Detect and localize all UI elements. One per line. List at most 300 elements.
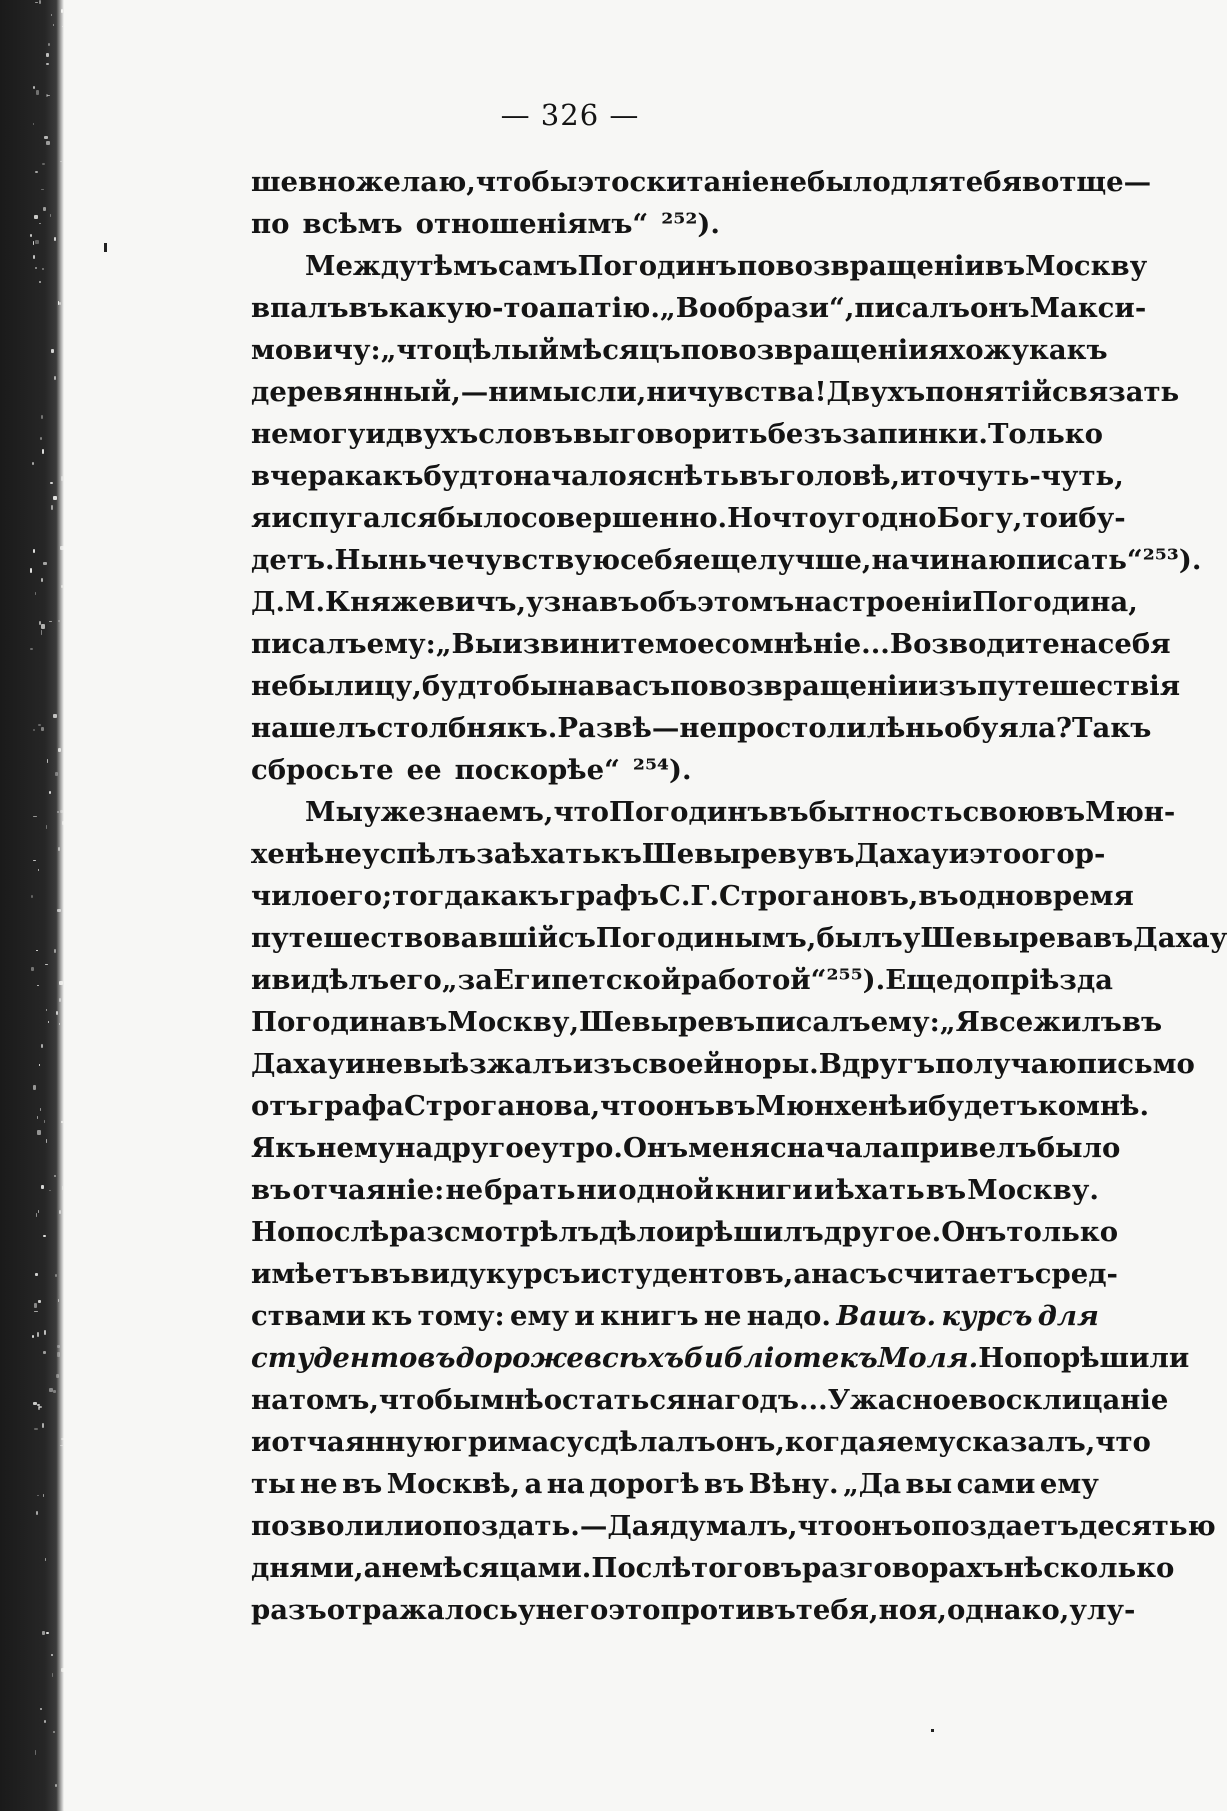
- word: онъ: [655, 1090, 716, 1122]
- edge-speck: [36, 950, 38, 951]
- word: Москвѣ,: [386, 1468, 521, 1500]
- edge-speck: [49, 791, 51, 794]
- word: тебя,: [795, 1594, 879, 1626]
- word: Мы: [305, 796, 364, 828]
- word: въ: [738, 460, 780, 492]
- word: скитаніе: [629, 166, 770, 198]
- word: въ: [370, 1258, 411, 1290]
- edge-speck: [44, 1120, 46, 1123]
- edge-speck: [36, 90, 40, 95]
- text-line: [251, 1342, 1190, 1384]
- word: вотще—: [1021, 166, 1152, 198]
- word: меня: [688, 1132, 770, 1164]
- word: „Вообрази“,: [659, 292, 855, 324]
- word: апатію.: [538, 292, 660, 324]
- edge-speck: [30, 234, 32, 237]
- text-line: [251, 1594, 1136, 1636]
- word: желаю,: [355, 166, 476, 198]
- word: связать: [1051, 376, 1180, 408]
- word: отражалось: [326, 1594, 518, 1626]
- text-line: [251, 964, 1113, 1006]
- word: ему: [896, 1426, 956, 1458]
- edge-speck: [48, 1021, 49, 1024]
- word: одной: [618, 1174, 714, 1206]
- edge-speck: [33, 549, 35, 553]
- text-line: [251, 586, 1138, 628]
- word: книгъ: [600, 1300, 699, 1332]
- word: въ: [1121, 1006, 1163, 1038]
- edge-speck: [55, 1784, 56, 1787]
- word: Но: [251, 1216, 296, 1248]
- word: вы: [905, 1468, 953, 1500]
- word: то: [1022, 502, 1058, 534]
- edge-speck: [39, 281, 40, 283]
- edge-speck: [34, 1303, 37, 1308]
- word: Погодинымъ,: [595, 922, 817, 954]
- edge-speck: [34, 215, 38, 219]
- edge-speck: [53, 496, 57, 500]
- text-line: [251, 292, 1147, 334]
- word: я: [649, 1510, 670, 1542]
- word: ему:: [366, 628, 436, 660]
- word: разговорахъ: [801, 1552, 1004, 1584]
- edge-speck: [58, 748, 60, 752]
- word: не: [324, 838, 362, 870]
- word: гримасу: [451, 1426, 584, 1458]
- word: Погодинъ: [577, 250, 738, 282]
- word: что: [553, 796, 609, 828]
- edge-speck: [33, 1085, 37, 1090]
- word: сдѣлалъ: [583, 1426, 716, 1458]
- edge-speck: [56, 1011, 58, 1015]
- text-line: [251, 1258, 1118, 1300]
- margin-speck: [104, 243, 107, 252]
- word: цѣлый: [451, 334, 559, 366]
- body-text: [251, 166, 1227, 1636]
- edge-speck: [40, 1108, 41, 1112]
- text-line: [251, 334, 1108, 376]
- edge-speck: [46, 1139, 47, 1144]
- word: какую-то: [388, 292, 539, 324]
- word: норы.: [723, 1048, 819, 1080]
- word: васъ: [595, 670, 671, 702]
- text-line: [251, 1384, 1169, 1426]
- text-line: [251, 1174, 1099, 1216]
- word: на: [1059, 628, 1098, 660]
- edge-speck: [47, 95, 49, 97]
- word: мѣсяцами.: [419, 1552, 592, 1584]
- word: сами: [956, 1468, 1036, 1500]
- word: огор-: [1021, 838, 1106, 870]
- word: Княжевичъ,: [325, 586, 527, 618]
- word: Погодинъ: [608, 796, 769, 828]
- word: чтобы: [378, 1384, 481, 1416]
- word: не: [365, 1048, 404, 1080]
- edge-speck: [43, 1235, 46, 1237]
- word: и: [907, 1090, 928, 1122]
- word: и: [574, 1300, 595, 1332]
- word: виду: [410, 1258, 486, 1290]
- word: и: [674, 1216, 695, 1248]
- edge-speck: [57, 811, 59, 813]
- edge-speck: [43, 1494, 45, 1496]
- word: по: [670, 670, 709, 702]
- text-line: [251, 922, 1227, 964]
- word: Онъ: [941, 1216, 1007, 1248]
- word: хенѣ: [251, 838, 325, 870]
- word: годъ...: [724, 1384, 828, 1416]
- word: выѣзжалъ: [403, 1048, 573, 1080]
- word: себя: [1097, 628, 1171, 660]
- word: Возводите: [889, 628, 1060, 660]
- word: начинаю: [871, 544, 1017, 576]
- word: въ: [348, 292, 389, 324]
- word: было: [807, 166, 891, 198]
- edge-speck: [46, 141, 50, 144]
- edge-speck: [40, 437, 43, 440]
- word: не: [703, 1300, 742, 1332]
- edge-speck: [53, 714, 57, 718]
- word: улу-: [1069, 1594, 1136, 1626]
- text-line: [251, 838, 1106, 880]
- word: къ: [371, 1300, 413, 1332]
- word: Мюнхенѣ: [755, 1090, 908, 1122]
- word: томъ,: [288, 1384, 379, 1416]
- edge-speck: [33, 860, 35, 861]
- word: Развѣ—не: [557, 712, 717, 744]
- edge-speck: [61, 1668, 65, 1672]
- word: самъ: [498, 250, 578, 282]
- edge-speck: [57, 909, 60, 912]
- word: то: [920, 460, 956, 492]
- word: Только: [987, 418, 1103, 450]
- word: это: [969, 838, 1022, 870]
- word: онъ: [853, 1510, 913, 1542]
- margin-speck: [931, 1729, 934, 1732]
- word: Москву.: [967, 1174, 1099, 1206]
- word: я: [251, 502, 272, 534]
- edge-speck: [61, 476, 62, 480]
- edge-speck: [61, 1121, 63, 1123]
- word: чувства!: [686, 376, 827, 408]
- word: испугался: [271, 502, 438, 534]
- edge-speck: [41, 630, 42, 635]
- word: изъ: [572, 1048, 632, 1080]
- edge-speck: [50, 214, 52, 217]
- word: всѣхъ: [583, 1342, 684, 1374]
- word: извините: [502, 628, 655, 660]
- word: Москву: [1025, 250, 1148, 282]
- word: въ: [984, 250, 1026, 282]
- footnote-ref: ²⁵³).: [1142, 544, 1202, 576]
- word: будто: [421, 670, 512, 702]
- edge-speck: [46, 53, 49, 57]
- edge-speck: [59, 1210, 61, 1214]
- word: мое: [654, 628, 715, 660]
- word: и: [251, 964, 272, 996]
- word: отъ: [251, 1090, 308, 1122]
- edge-speck: [41, 578, 42, 583]
- word: сначала: [770, 1132, 900, 1164]
- word: возвращеніи: [708, 670, 919, 702]
- edge-speck: [48, 43, 50, 45]
- word: Дахау: [854, 838, 949, 870]
- word: все: [979, 1006, 1034, 1038]
- word: писалъ: [251, 628, 367, 660]
- word: сред-: [1034, 1258, 1118, 1290]
- edge-speck: [34, 1311, 38, 1312]
- word: графа: [307, 1090, 405, 1122]
- word: мовичу:: [251, 334, 381, 366]
- word: Дахау: [251, 1048, 346, 1080]
- word: что: [1095, 1426, 1151, 1458]
- word: отчаяніе:: [292, 1174, 445, 1206]
- word: книги: [715, 1174, 813, 1206]
- word: яснѣть: [626, 460, 739, 492]
- footnote-ref: ²⁵²).: [661, 208, 720, 240]
- word: всѣмъ: [302, 208, 403, 240]
- word: Шевырева: [920, 922, 1094, 954]
- word: разсмотрѣлъ: [389, 1216, 599, 1248]
- word: вчера: [251, 460, 345, 492]
- edge-speck: [51, 505, 53, 510]
- word: могу: [288, 418, 366, 450]
- word: чило: [251, 880, 330, 912]
- word: былъ: [816, 922, 903, 954]
- text-line: [251, 1510, 1216, 1552]
- edge-speck: [35, 592, 36, 594]
- word: столбнякъ.: [376, 712, 558, 744]
- word: брать: [484, 1174, 576, 1206]
- word: ко: [1037, 1090, 1077, 1122]
- word: въ: [918, 880, 959, 912]
- word: путешествовавшій: [251, 922, 558, 954]
- word: видѣлъ: [271, 964, 390, 996]
- word: и: [1057, 502, 1079, 534]
- word: знаемъ,: [425, 796, 554, 828]
- edge-speck: [58, 1299, 59, 1301]
- edge-speck: [46, 1632, 49, 1635]
- word: въ: [768, 796, 809, 828]
- word: было: [1036, 1132, 1121, 1164]
- word: Шевыреву: [641, 838, 815, 870]
- word: а: [793, 1258, 812, 1290]
- word: опоздать.—Да: [424, 1510, 650, 1542]
- edge-speck: [51, 1654, 52, 1656]
- edge-speck: [37, 1130, 41, 1135]
- edge-speck: [33, 729, 35, 732]
- word: бы: [511, 670, 558, 702]
- word: Моля.: [877, 1342, 979, 1374]
- word: имѣетъ: [251, 1258, 371, 1290]
- word: я,: [917, 1594, 947, 1626]
- page-number: — 326 —: [500, 98, 640, 132]
- word: разъ: [251, 1594, 327, 1626]
- text-line: [251, 712, 1152, 754]
- edge-speck: [46, 825, 47, 828]
- word: писать“: [1016, 544, 1143, 576]
- word: успѣлъ: [361, 838, 477, 870]
- edge-speck: [42, 1423, 44, 1427]
- word: курсъ: [485, 1258, 581, 1290]
- edge-speck: [53, 1390, 56, 1394]
- word: Вѣну.: [748, 1468, 839, 1500]
- word: заѣхать: [476, 838, 601, 870]
- word: привелъ: [899, 1132, 1037, 1164]
- word: выговорить: [572, 418, 768, 450]
- word: другое.: [823, 1216, 942, 1248]
- edge-speck: [37, 1116, 38, 1118]
- edge-speck: [39, 0, 41, 4]
- text-line: [251, 460, 1124, 502]
- word: и: [948, 838, 970, 870]
- word: Москву,: [447, 1006, 580, 1038]
- edge-speck: [38, 1406, 40, 1409]
- word: нашелъ: [251, 712, 377, 744]
- word: на: [557, 670, 596, 702]
- word: графъ: [559, 880, 659, 912]
- edge-speck: [37, 1495, 39, 1496]
- word: у: [517, 1594, 536, 1626]
- word: пріѣзда: [990, 964, 1113, 996]
- word: бу-: [1078, 502, 1126, 534]
- edge-speck: [42, 1631, 45, 1635]
- word: и: [900, 460, 921, 492]
- word: въ: [251, 1174, 292, 1206]
- word: порѣшили: [1022, 1342, 1190, 1374]
- word: что: [797, 1510, 854, 1542]
- text-line: [251, 1006, 1163, 1048]
- text-line: [251, 208, 1099, 250]
- word: Г.: [690, 880, 719, 912]
- word: его;: [329, 880, 393, 912]
- word: отношеніямъ“: [415, 208, 649, 240]
- word: къ: [275, 1132, 317, 1164]
- edge-speck: [61, 9, 62, 13]
- binding-shadow: [0, 0, 64, 1811]
- word: и: [813, 1174, 835, 1206]
- word: я: [928, 334, 949, 366]
- word: Двухъ: [826, 376, 926, 408]
- edge-speck: [35, 1273, 38, 1277]
- edge-speck: [51, 349, 54, 353]
- word: это: [577, 166, 630, 198]
- word: детъ.: [251, 544, 335, 576]
- word: уже: [363, 796, 426, 828]
- word: ему:: [870, 1006, 940, 1038]
- edge-speck: [52, 1673, 54, 1677]
- text-line: [251, 1300, 1099, 1342]
- text-line: [251, 1090, 1150, 1132]
- edge-speck: [35, 171, 38, 173]
- word: настроеніи: [794, 586, 973, 618]
- word: однако,: [946, 1594, 1070, 1626]
- word: по: [680, 334, 720, 366]
- edge-speck: [38, 724, 41, 726]
- text-line: [251, 502, 1126, 544]
- word: остаться: [543, 1384, 687, 1416]
- word: тому:: [417, 1300, 505, 1332]
- edge-speck: [33, 816, 36, 817]
- footnote-ref: ²⁵⁴).: [632, 754, 692, 786]
- word: когда: [784, 1426, 877, 1458]
- text-line: [251, 628, 1171, 670]
- edge-speck: [49, 1388, 53, 1393]
- word: еще: [692, 544, 758, 576]
- word: Онъ: [622, 1132, 689, 1164]
- edge-speck: [53, 1731, 56, 1733]
- word: „Я: [939, 1006, 980, 1038]
- word: мнѣ: [480, 1384, 544, 1416]
- word: ее: [406, 754, 442, 786]
- text-line: [251, 754, 1099, 796]
- word: библіотекъ: [683, 1342, 878, 1374]
- edge-speck: [54, 376, 56, 380]
- word: курсъ: [941, 1300, 1033, 1332]
- word: ни: [646, 376, 687, 408]
- word: считаетъ: [886, 1258, 1035, 1290]
- edge-speck: [45, 964, 48, 965]
- word: не: [251, 418, 289, 450]
- word: бытность: [808, 796, 963, 828]
- text-line: [251, 1048, 1195, 1090]
- word: въ: [342, 1468, 383, 1500]
- edge-speck: [50, 482, 52, 483]
- word: „Да: [842, 1468, 902, 1500]
- word: какъ: [480, 880, 560, 912]
- word: Ужасное: [827, 1384, 969, 1416]
- edge-speck: [60, 546, 64, 550]
- edge-speck: [54, 949, 57, 952]
- edge-speck: [55, 1274, 57, 1277]
- edge-speck: [31, 895, 33, 898]
- edge-speck: [58, 620, 60, 622]
- word: позволили: [251, 1510, 425, 1542]
- word: въ: [1044, 796, 1086, 828]
- edge-speck: [59, 1023, 60, 1025]
- word: на: [395, 1132, 434, 1164]
- word: Вдругъ: [818, 1048, 936, 1080]
- text-line: [251, 880, 1134, 922]
- edge-speck: [59, 981, 63, 985]
- edge-speck: [43, 207, 46, 211]
- edge-speck: [44, 136, 48, 139]
- word: будто: [423, 460, 514, 492]
- word: и: [580, 1258, 601, 1290]
- edge-speck: [32, 1335, 34, 1338]
- word: Но: [727, 502, 772, 534]
- word: отчаянную: [271, 1426, 452, 1458]
- word: и: [345, 1048, 366, 1080]
- word: Послѣ: [591, 1552, 692, 1584]
- word: съ: [558, 922, 596, 954]
- edge-speck: [41, 415, 43, 419]
- word: себя: [620, 544, 693, 576]
- text-line: [251, 1426, 1151, 1468]
- edge-speck: [60, 810, 64, 813]
- word: мнѣ.: [1076, 1090, 1150, 1122]
- word: Погодина: [251, 1006, 408, 1038]
- edge-speck: [33, 255, 35, 260]
- word: какъ: [1029, 334, 1108, 366]
- word: и: [251, 1426, 272, 1458]
- edge-speck: [59, 302, 61, 305]
- word: чтобы: [475, 166, 578, 198]
- word: рѣшилъ: [694, 1216, 824, 1248]
- edge-speck: [37, 985, 39, 987]
- edge-speck: [59, 998, 62, 1002]
- word: онъ,: [715, 1426, 785, 1458]
